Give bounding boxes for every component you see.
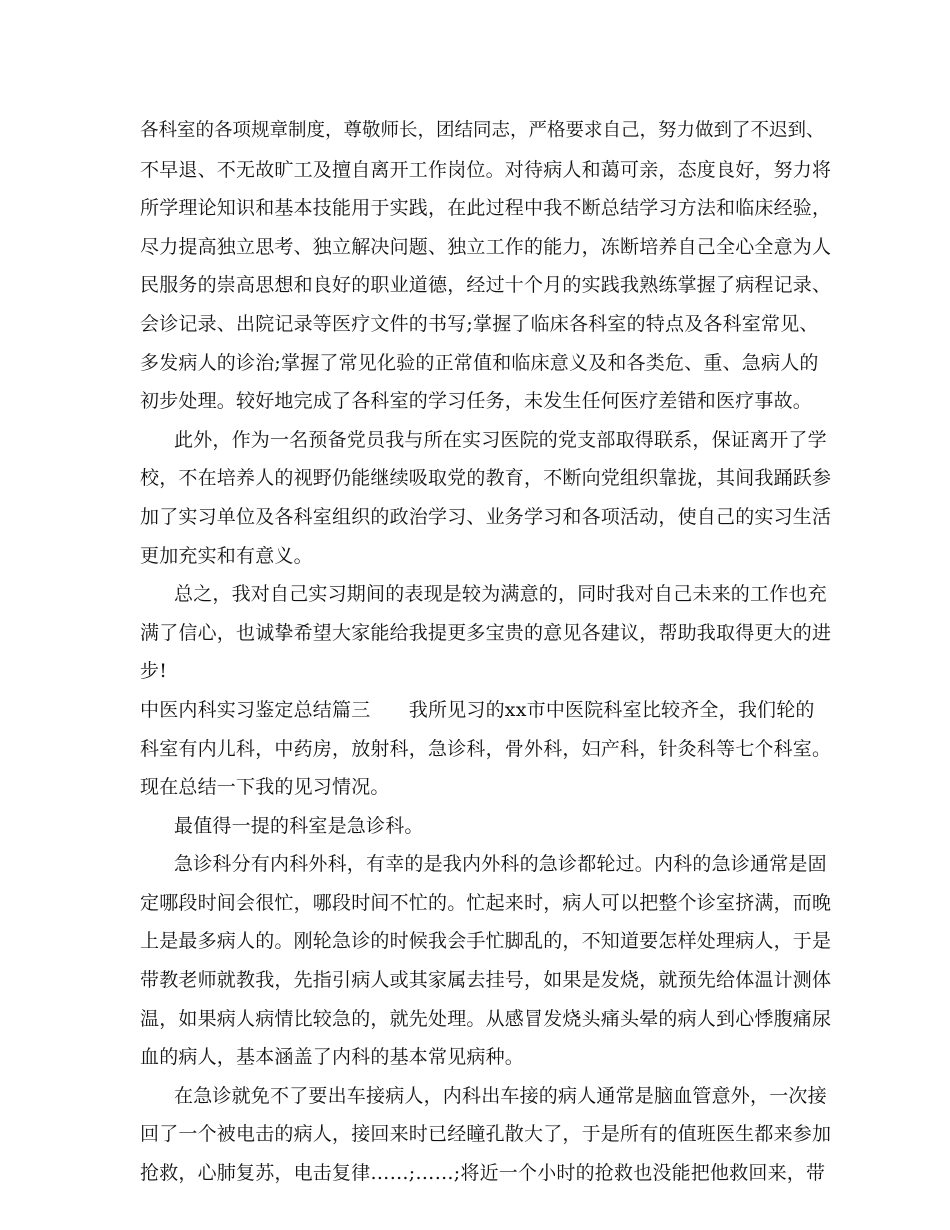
text-line: 所学理论知识和基本技能用于实践，在此过程中我不断总结学习方法和临床经验， bbox=[140, 197, 832, 220]
text-line: 回了一个被电击的病人，接回来时已经瞳孔散大了，于是所有的值班医生都来参加 bbox=[140, 1123, 832, 1146]
text-line: 血的病人，基本涵盖了内科的基本常见病种。 bbox=[140, 1046, 525, 1069]
text-line: 校，不在培养人的视野仍能继续吸取党的教育，不断向党组织靠拢，其间我踊跃参 bbox=[140, 467, 832, 490]
text-line: 上是最多病人的。刚轮急诊的时候我会手忙脚乱的，不知道要怎样处理病人，于是 bbox=[140, 930, 832, 953]
text-line: 更加充实和有意义。 bbox=[140, 544, 313, 567]
text-line: 民服务的崇高思想和良好的职业道德，经过十个月的实践我熟练掌握了病程记录、 bbox=[140, 274, 832, 297]
text-line: 初步处理。较好地完成了各科室的学习任务，未发生任何医疗差错和医疗事故。 bbox=[140, 390, 813, 413]
text-line: 最值得一提的科室是急诊科。 bbox=[174, 814, 424, 837]
text-line: 带教老师就教我，先指引病人或其家属去挂号，如果是发烧，就预先给体温计测体 bbox=[140, 969, 832, 992]
section-heading-line: 中医内科实习鉴定总结篇三 我所见习的xx市中医院科室比较齐全，我们轮的 bbox=[140, 698, 815, 721]
text-line: 温，如果病人病情比较急的，就先处理。从感冒发烧头痛头晕的病人到心悸腹痛尿 bbox=[140, 1007, 832, 1030]
text-line: 在急诊就免不了要出车接病人，内科出车接的病人通常是脑血管意外，一次接 bbox=[174, 1084, 827, 1107]
text-line: 各科室的各项规章制度，尊敬师长，团结同志，严格要求自己，努力做到了不迟到、 bbox=[140, 120, 825, 141]
text-line: 多发病人的诊治;掌握了常见化验的正常值和临床意义及和各类危、重、急病人的 bbox=[140, 351, 819, 374]
text-line: 步! bbox=[140, 660, 168, 683]
text-line: 不早退、不无故旷工及擅自离开工作岗位。对待病人和蔼可亲，态度良好，努力将 bbox=[140, 158, 832, 181]
text-line: 加了实习单位及各科室组织的政治学习、业务学习和各项活动，使自己的实习生活 bbox=[140, 505, 832, 528]
text-line: 会诊记录、出院记录等医疗文件的书写;掌握了临床各科室的特点及各科室常见、 bbox=[140, 312, 819, 335]
text-line: 急诊科分有内科外科，有幸的是我内外科的急诊都轮过。内科的急诊通常是固 bbox=[174, 853, 827, 876]
text-line: 定哪段时间会很忙，哪段时间不忙的。忙起来时，病人可以把整个诊室挤满，而晚 bbox=[140, 891, 832, 914]
body-text bbox=[140, 112, 840, 1193]
text-line: 此外，作为一名预备党员我与所在实习医院的党支部取得联系，保证离开了学 bbox=[174, 428, 827, 451]
text-line: 满了信心，也诚挚希望大家能给我提更多宝贵的意见各建议，帮助我取得更大的进 bbox=[140, 621, 832, 644]
text-line: 总之，我对自己实习期间的表现是较为满意的，同时我对自己未来的工作也充 bbox=[174, 583, 827, 606]
text-line: 抢救，心肺复苏，电击复律……;……;将近一个小时的抢救也没能把他救回来，带 bbox=[140, 1162, 826, 1185]
text-line: 科室有内儿科，中药房，放射科，急诊科，骨外科，妇产科，针灸科等七个科室。 bbox=[140, 737, 832, 760]
text-line: 尽力提高独立思考、独立解决问题、独立工作的能力，冻断培养自己全心全意为人 bbox=[140, 235, 832, 258]
text-line: 现在总结一下我的见习情况。 bbox=[140, 776, 390, 799]
